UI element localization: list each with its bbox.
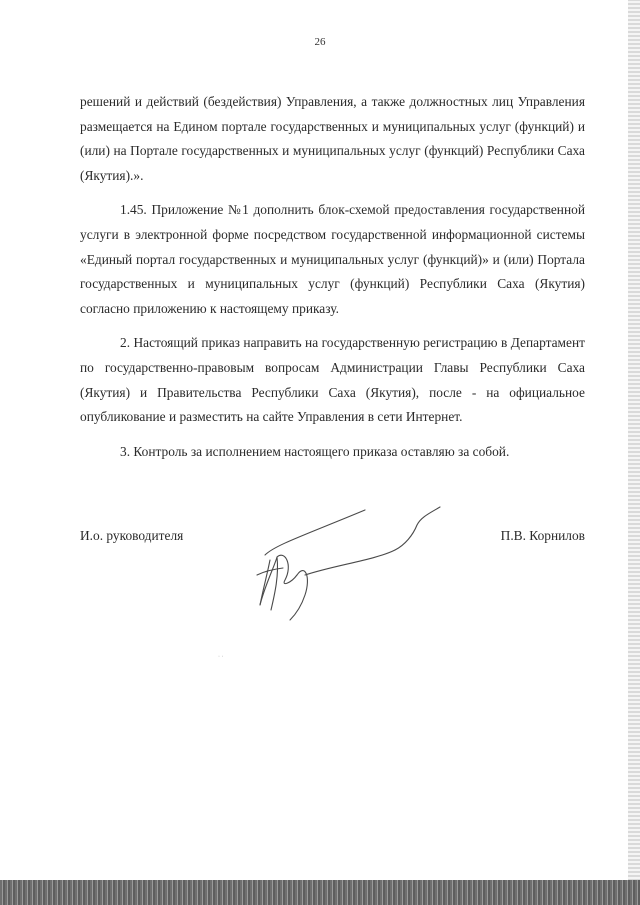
paragraph-clause-3: 3. Контроль за исполнением настоящего приказа оставляю за собой. — [120, 443, 510, 459]
scan-edge-bottom — [0, 880, 640, 905]
scan-speck: · · — [218, 654, 224, 660]
paragraph-continuation: решений и действий (бездействия) Управления, а также должностных лиц Управления размещается на Едином портале государственных и муниципальных услуг (функций) и (или) на Портале государственных и муниципальных услуг (функций) Республики Саха (Якутия).». — [80, 94, 585, 183]
scan-edge-right — [628, 0, 640, 905]
paragraph-clause-2: 2. Настоящий приказ направить на государственную регистрацию в Департамент по государственно-правовым вопросам Администрации Главы Республики Саха (Якутия) и Правительства Республики Саха (Якутия), после - на официальное опубликование и разместить на сайте Управления в сети Интернет. — [80, 335, 585, 425]
signatory-name: П.В. Корнилов — [500, 528, 585, 543]
document-body — [80, 90, 585, 464]
page-number: 26 — [314, 36, 326, 48]
paragraph-clause-1-45: 1.45. Приложение №1 дополнить блок-схемой предоставления государственной услуги в электронной форме посредством государственной информационной системы «Единый портал государственных и муниципальных услуг (функций)» и (или) Портала государственных и муниципальных услуг (функций) Республики Саха (Якутия) согласно приложению к настоящему приказу. — [80, 202, 585, 316]
handwritten-signature-icon — [245, 505, 445, 625]
signatory-position: И.о. руководителя — [80, 528, 184, 543]
